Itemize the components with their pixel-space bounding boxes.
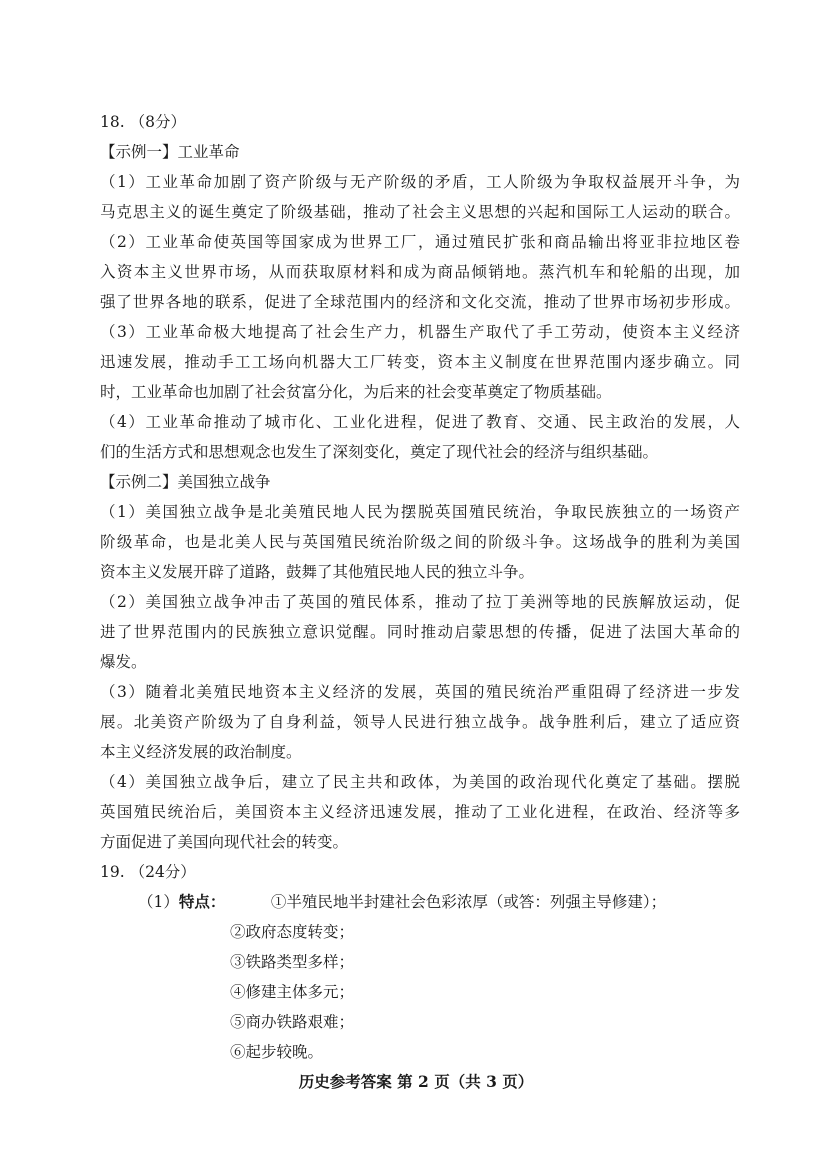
- example2-line: 本主义经济发展的政治制度。: [100, 743, 302, 761]
- example2-line: 英国殖民统治后，美国资本主义经济迅速发展，推动了工业化进程，在政治、经济等多: [100, 803, 740, 821]
- example2-line: 阶级革命，也是北美人民与英国殖民统治阶级之间的阶级斗争。这场战争的胜利为美国: [100, 533, 740, 551]
- example1-line: （3）工业革命极大地提高了社会生产力，机器生产取代了手工劳动，使资本主义经济: [100, 323, 740, 341]
- example1-line: 入资本主义世界市场，从而获取原材料和成为商品倾销地。蒸汽机车和轮船的出现，加: [100, 263, 740, 281]
- q19-item: ②政府态度转变；: [230, 923, 355, 941]
- example1-line: 迅速发展，推动手工工场向机器大工厂转变，资本主义制度在世界范围内逐步确立。同: [100, 353, 740, 371]
- q18-header: 18. （8分）: [100, 113, 186, 131]
- q19-item: ⑤商办铁路艰难；: [230, 1013, 355, 1031]
- q19-item: ③铁路类型多样；: [230, 953, 355, 971]
- example2-title: 【示例二】美国独立战争: [100, 473, 271, 491]
- q19-part1-label: 特点：: [178, 892, 226, 911]
- q19-item: ①半殖民地半封建社会色彩浓厚（或答：列强主导修建）；: [270, 893, 667, 911]
- example2-line: （2）美国独立战争冲击了英国的殖民体系，推动了拉丁美洲等地的民族解放运动，促: [100, 593, 740, 611]
- q19-item: ④修建主体多元；: [230, 983, 355, 1001]
- example1-line: （1）工业革命加剧了资产阶级与无产阶级的矛盾，工人阶级为争取权益展开斗争，为: [100, 173, 740, 191]
- example1-line: 们的生活方式和思想观念也发生了深刻变化，奠定了现代社会的经济与组织基础。: [100, 443, 659, 461]
- example1-line: （4）工业革命推动了城市化、工业化进程，促进了教育、交通、民主政治的发展，人: [100, 413, 740, 431]
- example2-line: 展。北美资产阶级为了自身利益，领导人民进行独立战争。战争胜利后，建立了适应资: [100, 713, 740, 731]
- page-footer: 历史参考答案 第 2 页（共 3 页）: [298, 1072, 534, 1091]
- q19-part1-prefix: （1）: [138, 893, 179, 911]
- example1-line: 强了世界各地的联系，促进了全球范围内的经济和文化交流，推动了世界市场初步形成。: [100, 293, 740, 311]
- example2-line: （1）美国独立战争是北美殖民地人民为摆脱英国殖民统治，争取民族独立的一场资产: [100, 503, 740, 521]
- example2-line: 进了世界范围内的民族独立意识觉醒。同时推动启蒙思想的传播，促进了法国大革命的: [100, 623, 740, 641]
- example2-line: （3）随着北美殖民地资本主义经济的发展，英国的殖民统治严重阻碍了经济进一步发: [100, 683, 740, 701]
- example1-title: 【示例一】工业革命: [100, 143, 240, 161]
- example1-line: 马克思主义的诞生奠定了阶级基础，推动了社会主义思想的兴起和国际工人运动的联合。: [100, 203, 740, 221]
- q19-part1: [100, 887, 740, 917]
- example2-line: 资本主义发展开辟了道路，鼓舞了其他殖民地人民的独立斗争。: [100, 563, 535, 581]
- q19-header: 19. （24分）: [100, 863, 196, 881]
- example2-line: （4）美国独立战争后，建立了民主共和政体，为美国的政治现代化奠定了基础。摆脱: [100, 773, 740, 791]
- example2-line: 方面促进了美国向现代社会的转变。: [100, 833, 349, 851]
- q19-item: ⑥起步较晚。: [230, 1043, 324, 1061]
- example2-line: 爆发。: [100, 653, 147, 671]
- example1-line: （2）工业革命使英国等国家成为世界工厂，通过殖民扩张和商品输出将亚非拉地区卷: [100, 233, 740, 251]
- answer-content: [100, 107, 740, 1067]
- example1-line: 时，工业革命也加剧了社会贫富分化，为后来的社会变革奠定了物质基础。: [100, 383, 612, 401]
